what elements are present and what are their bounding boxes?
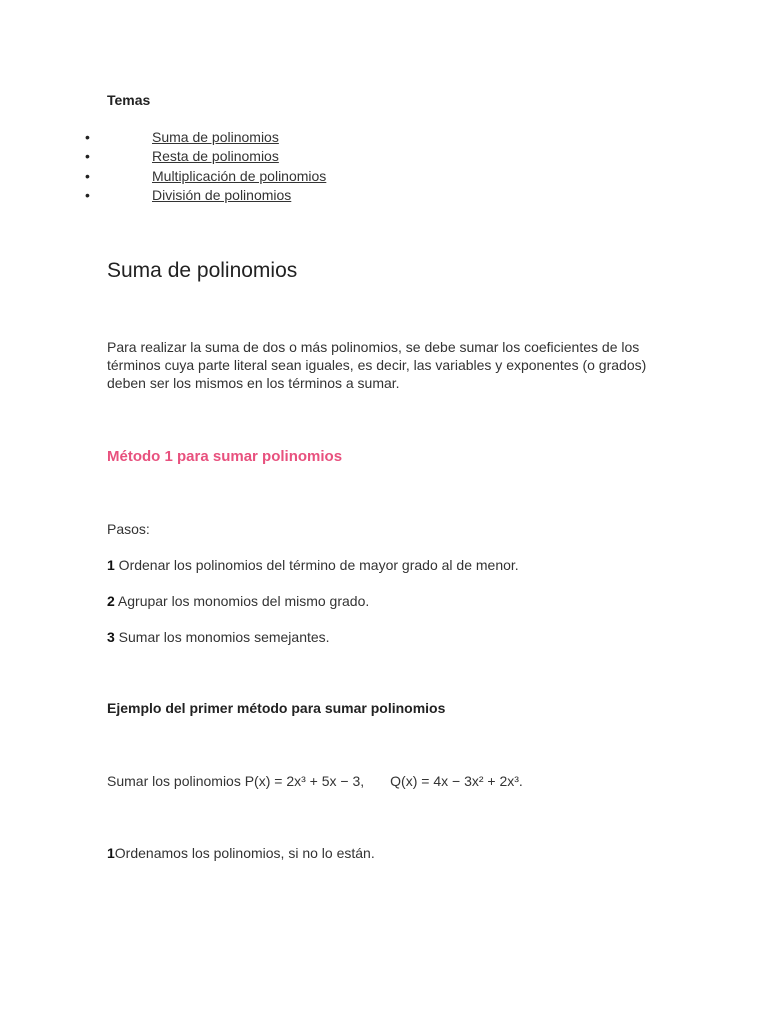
step-text: Ordenamos los polinomios, si no lo están. xyxy=(114,845,375,861)
bullet-icon: • xyxy=(85,129,90,145)
topic-link-resta[interactable]: Resta de polinomios xyxy=(152,148,279,165)
example-step-1 xyxy=(107,845,375,861)
step-1 xyxy=(107,557,519,573)
temas-heading: Temas xyxy=(107,92,151,108)
step-2 xyxy=(107,593,369,609)
step-number: 1 xyxy=(107,557,115,573)
topic-link-multiplicacion[interactable]: Multiplicación de polinomios xyxy=(152,167,327,184)
bullet-icon: • xyxy=(85,148,90,165)
step-number: 1 xyxy=(107,845,115,861)
method-title: Método 1 para sumar polinomios xyxy=(107,448,343,465)
step-number: 3 xyxy=(107,629,115,645)
step-number: 2 xyxy=(107,593,115,609)
step-text: Sumar los monomios semejantes. xyxy=(114,629,330,645)
intro-paragraph: Para realizar la suma de dos o más polinomios, se debe sumar los coeficientes de los términos cuya parte literal sean iguales, es decir, las variables y exponentes (o grados) deben ser los mismos en los términos a sumar. xyxy=(107,339,647,391)
bullet-icon: • xyxy=(85,186,90,203)
example-title: Ejemplo del primer método para sumar polinomios xyxy=(107,700,446,716)
step-text: Agrupar los monomios del mismo grado. xyxy=(114,593,370,609)
example-statement xyxy=(107,773,523,789)
topic-link-division[interactable]: División de polinomios xyxy=(152,186,292,203)
step-text: Ordenar los polinomios del término de mayor grado al de menor. xyxy=(114,557,519,573)
step-3 xyxy=(107,629,330,645)
bullet-icon: • xyxy=(85,167,90,184)
steps-label: Pasos: xyxy=(107,521,150,537)
section-title: Suma de polinomios xyxy=(107,259,298,282)
topic-link-suma[interactable]: Suma de polinomios xyxy=(152,129,279,145)
polynomial-q: Q(x) = 4x − 3x² + 2x³. xyxy=(390,773,523,789)
polynomial-p: Sumar los polinomios P(x) = 2x³ + 5x − 3, xyxy=(107,773,365,789)
